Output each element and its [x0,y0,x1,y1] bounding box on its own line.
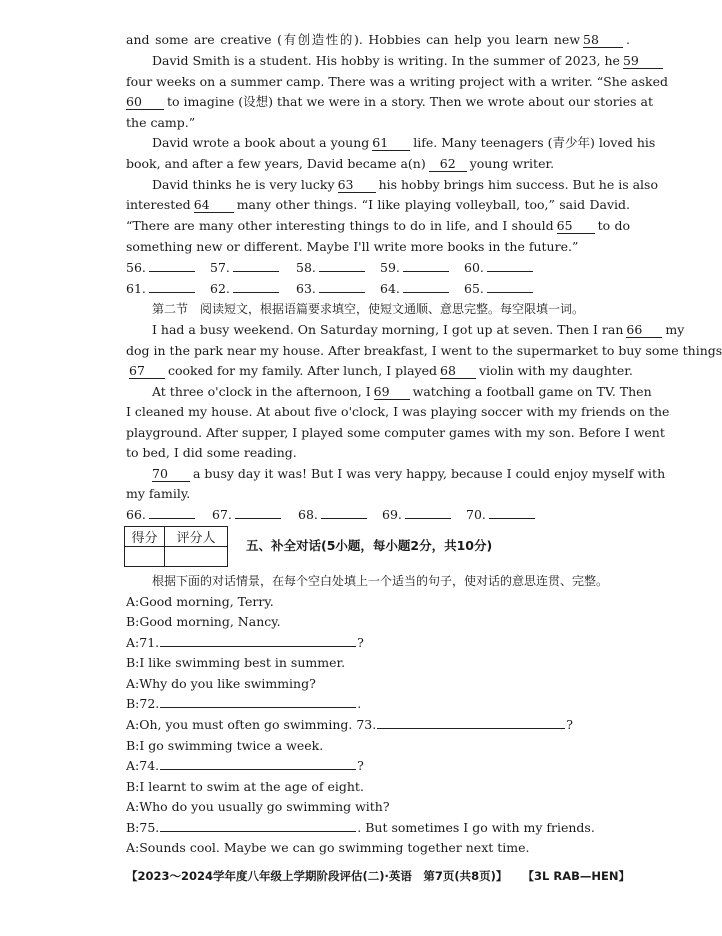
passage-line: the camp.” [126,115,196,130]
footer-code: 【3L RAB—HEN】 [522,869,630,883]
passage-line [152,175,658,195]
passage-line: something new or different. Maybe I'll write more books in the future.” [126,239,579,254]
answer-63: 63. [296,279,380,299]
dialogue-line: A:74. ? [126,758,364,773]
text: At three o'clock in the afternoon, I [152,384,371,399]
passage-line [152,133,656,153]
answer-row [126,279,630,299]
blank-63: 63 [338,178,376,193]
answer-60: 60. [464,258,544,278]
blank-71[interactable] [160,633,356,647]
passage-line: I cleaned my house. At about five o'clock, I was playing soccer with my friends on the [126,404,670,419]
score-cell[interactable] [125,547,165,567]
blank-75[interactable] [160,818,356,832]
answer-62: 62. [210,279,296,299]
blank-60: 60 [126,95,164,110]
text: young writer. [469,156,555,171]
dialogue-line: A:Who do you usually go swimming with? [126,799,390,814]
instruction: 根据下面的对话情景，在每个空白处填上一个适当的句子，使对话的意思连贯、完整。 [152,574,609,588]
blank-65: 65 [557,219,595,234]
dialogue-line: B:75. . But sometimes I go with my friends. [126,820,595,835]
dialogue-line: B:I learnt to swim at the age of eight. [126,779,364,794]
score-label: 得分 [125,527,165,547]
passage-line: four weeks on a summer camp. There was a writing project with a writer. “She asked [126,74,668,89]
text: to do [597,218,630,233]
answer-58: 58. [296,258,380,278]
footer-info: 【2023～2024学年度八年级上学期阶段评估(二)·英语 第7页(共8页)】 [126,869,508,883]
score-table [124,526,228,567]
answer-61: 61. [126,279,210,299]
text: many other things. “I like playing volleyball, too,” said David. [236,197,630,212]
blank-70: 70 [152,467,190,482]
text: to imagine (设想) that we were in a story. Then we wrote about our stories at [167,94,653,109]
section-heading: 第二节 阅读短文，根据语篇要求填空，使短文通顺、意思完整。每空限填一词。 [152,302,585,316]
passage-line: my family. [126,486,191,501]
dialogue-line: A:Good morning, Terry. [126,594,274,609]
answer-57: 57. [210,258,296,278]
answer-70: 70. [466,505,546,525]
dialogue-line: B:I go swimming twice a week. [126,738,324,753]
text: I had a busy weekend. On Saturday morning, I got up at seven. Then I ran [152,322,624,337]
text: David thinks he is very lucky [152,177,335,192]
passage-line [126,154,630,174]
passage-line [152,464,666,484]
answer-row [126,505,630,525]
passage-line [126,216,630,236]
text: violin with my daughter. [479,363,633,378]
passage-line [126,195,630,215]
text: my [665,322,685,337]
text: a busy day it was! But I was very happy, because I could enjoy myself with [193,466,666,481]
answer-56: 56. [126,258,210,278]
blank-59: 59 [623,54,663,69]
text: and some are creative (有创造性的). Hobbies can help you learn new [126,32,581,47]
dialogue-line: B:I like swimming best in summer. [126,655,346,670]
answer-66: 66. [126,505,212,525]
text: life. Many teenagers (青少年) loved his [413,135,656,150]
passage-line [152,382,652,402]
blank-58: 58 [583,33,623,48]
section-title: 五、补全对话(5小题，每小题2分，共10分) [246,538,493,553]
page-footer [126,868,630,884]
answer-row [126,258,630,278]
answer-64: 64. [380,279,464,299]
passage-line [126,361,633,381]
blank-69: 69 [374,385,410,400]
answer-69: 69. [382,505,466,525]
text: cooked for my family. After lunch, I played [168,363,437,378]
dialogue-line: A:71. ? [126,635,364,650]
dialogue-line: A:Why do you like swimming? [126,676,316,691]
text: . [626,32,630,47]
answer-59: 59. [380,258,464,278]
blank-66: 66 [626,323,662,338]
text: “There are many other interesting things to do in life, and I should [126,218,554,233]
passage-line [126,30,630,50]
passage-line [152,51,639,71]
text: his hobby brings him success. But he is also [378,177,658,192]
blank-73[interactable] [377,715,565,729]
dialogue-line: A:Sounds cool. Maybe we can go swimming together next time. [126,840,530,855]
answer-68: 68. [298,505,382,525]
passage-line: dog in the park near my house. After breakfast, I went to the supermarket to buy some things [126,343,722,358]
dialogue-line: B:Good morning, Nancy. [126,614,281,629]
passage-line [152,320,685,340]
blank-68: 68 [440,364,476,379]
dialogue-line: B:72. . [126,696,362,711]
blank-62: 62 [429,157,467,172]
blank-74[interactable] [160,756,356,770]
answer-67: 67. [212,505,298,525]
answer-65: 65. [464,279,544,299]
dialogue-line: A:Oh, you must often go swimming. 73. ? [126,717,573,732]
text: David Smith is a student. His hobby is writing. In the summer of 2023, he [152,53,620,68]
blank-67: 67 [129,364,165,379]
grader-label: 评分人 [165,527,228,547]
passage-line [126,92,653,112]
text: David wrote a book about a young [152,135,370,150]
blank-72[interactable] [160,694,356,708]
text: watching a football game on TV. Then [412,384,652,399]
text: book, and after a few years, David became a(n) [126,156,426,171]
passage-line: playground. After supper, I played some computer games with my son. Before I went [126,425,665,440]
grader-cell[interactable] [165,547,228,567]
blank-64: 64 [194,198,234,213]
text: interested [126,197,191,212]
blank-61: 61 [372,136,410,151]
passage-line: to bed, I did some reading. [126,445,297,460]
